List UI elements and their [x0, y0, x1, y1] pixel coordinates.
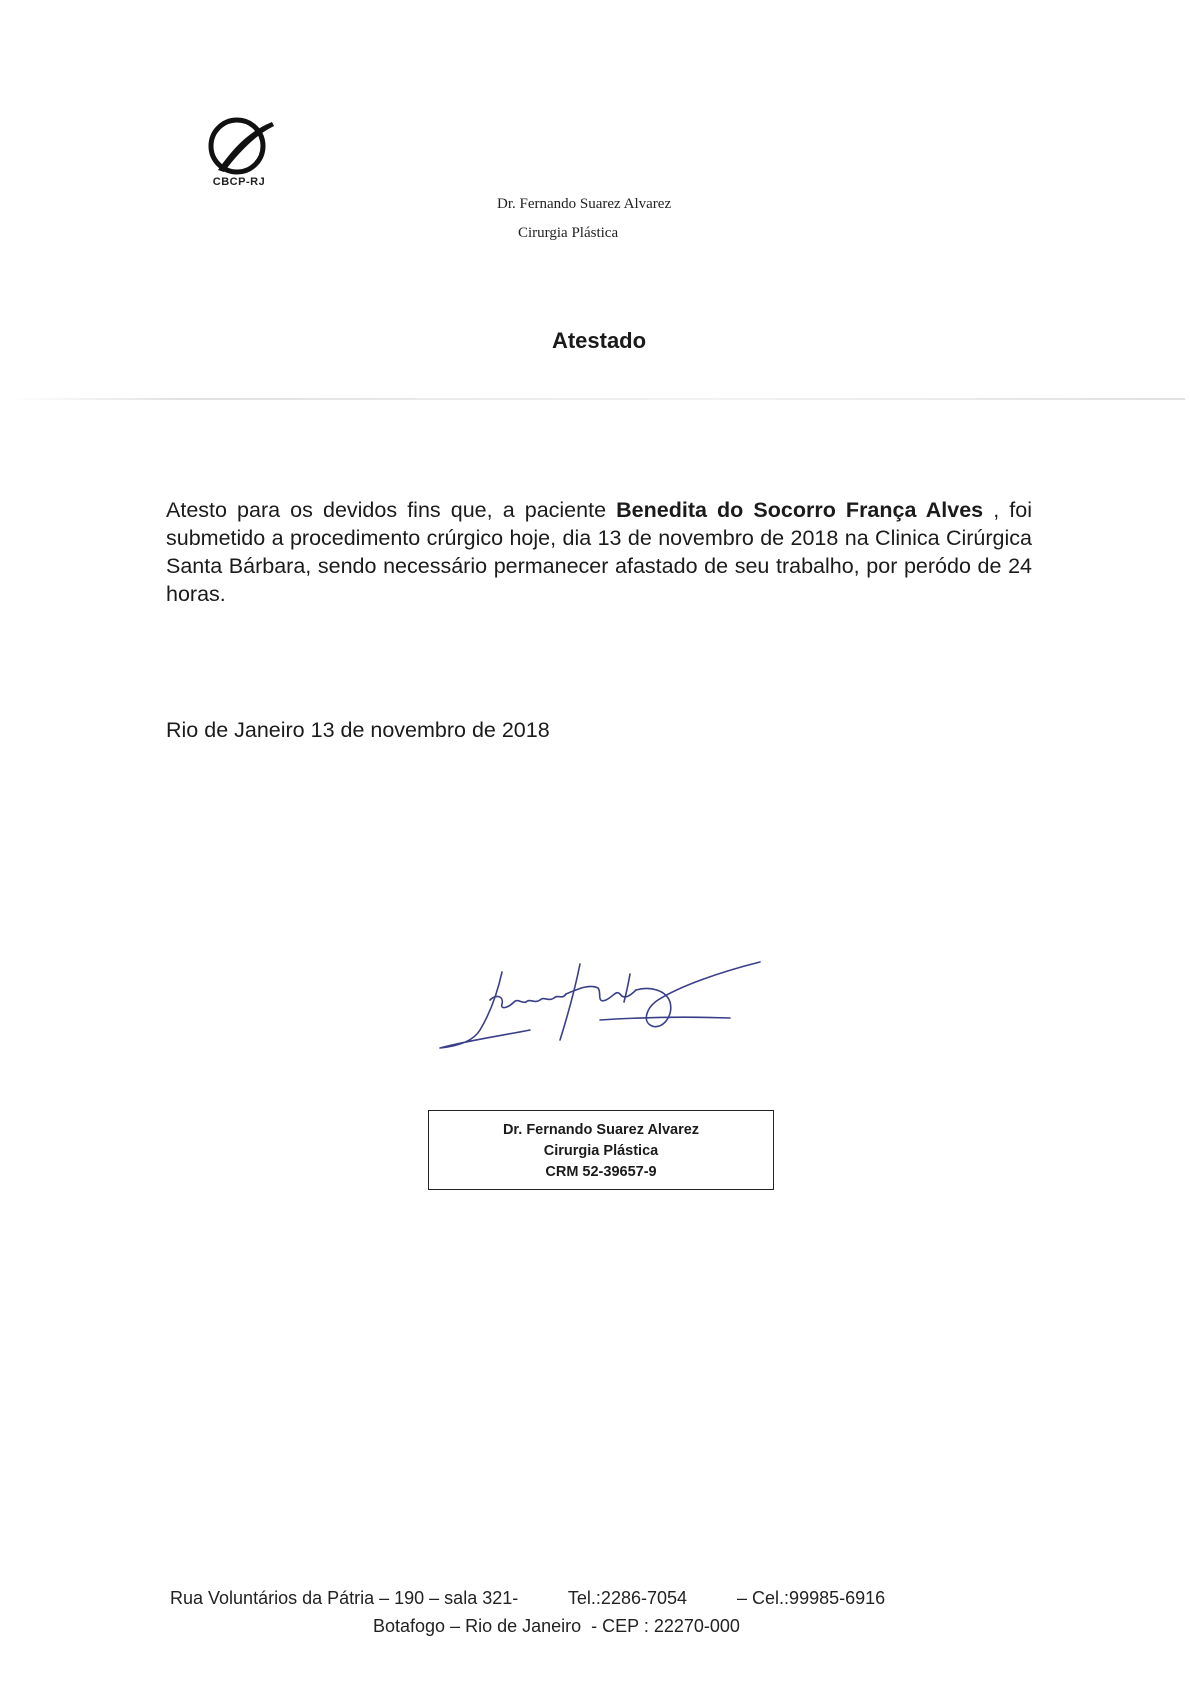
stamp-doctor-name: Dr. Fernando Suarez Alvarez	[502, 1122, 700, 1138]
logo-text: CBCP-RJ	[212, 176, 266, 188]
footer-cep: - CEP : 22270-000	[591, 1616, 740, 1636]
footer-tel: Tel.:2286-7054	[567, 1588, 688, 1608]
body-part1: Atesto para os devidos fins que, a paciente	[166, 498, 617, 522]
body-part2: , foi submetido a procedimento crúrgico hoje, dia 13 de novembro de 2018 na Clinica Cirúrgica Santa Bárbara, sendo necessário permanecer afastado de seu trabalho, por peródo de 24 horas.	[166, 498, 1032, 606]
certificate-body	[166, 496, 1032, 608]
logo	[200, 110, 280, 200]
document-title: Atestado	[551, 328, 647, 353]
header-doctor-name: Dr. Fernando Suarez Alvarez	[497, 196, 672, 212]
stamp-crm: CRM 52-39657-9	[545, 1164, 657, 1180]
doctor-stamp	[428, 1110, 774, 1190]
signature-icon	[430, 960, 810, 1060]
footer-cel: – Cel.:99985-6916	[737, 1588, 886, 1608]
scan-artifact-line	[10, 398, 1185, 400]
signature	[430, 960, 810, 1060]
footer-line-1	[170, 1588, 970, 1609]
cbcp-logo-icon	[200, 110, 280, 176]
header-specialty: Cirurgia Plástica	[518, 225, 619, 241]
footer-line-2	[373, 1616, 740, 1637]
footer-address: Rua Voluntários da Pátria – 190 – sala 321-	[170, 1588, 519, 1608]
footer-neighborhood: Botafogo – Rio de Janeiro	[373, 1616, 582, 1636]
place-date: Rio de Janeiro 13 de novembro de 2018	[166, 718, 550, 742]
stamp-specialty: Cirurgia Plástica	[543, 1143, 659, 1159]
patient-name: Benedita do Socorro França Alves	[616, 498, 984, 522]
